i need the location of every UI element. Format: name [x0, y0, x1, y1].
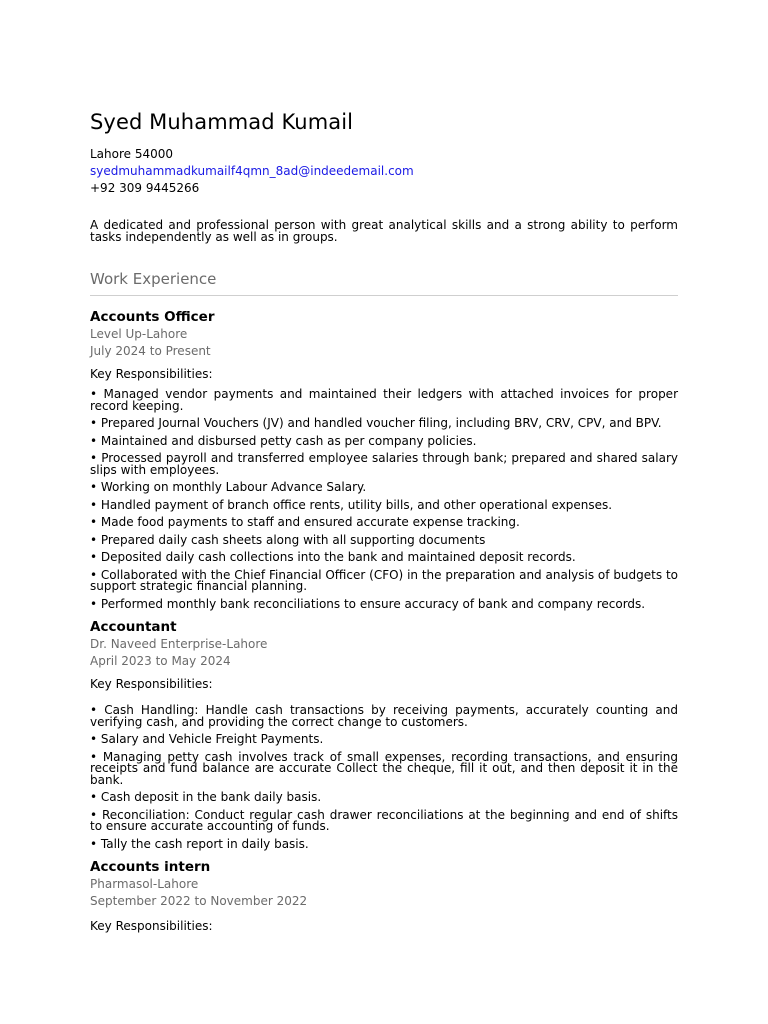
- job-dates: April 2023 to May 2024: [90, 654, 231, 668]
- job-company: Level Up-Lahore: [90, 327, 188, 341]
- responsibility-item: • Salary and Vehicle Freight Payments.: [90, 732, 324, 746]
- job-title: Accounts intern: [90, 859, 211, 875]
- location: Lahore 54000: [90, 147, 174, 161]
- responsibility-item: • Processed payroll and transferred employee salaries through bank; prepared and shared salary slips with employees.: [90, 451, 678, 477]
- section-title-work-experience: Work Experience: [90, 270, 217, 288]
- responsibilities-list: [90, 389, 678, 610]
- responsibility-item: • Cash deposit in the bank daily basis.: [90, 790, 322, 804]
- section-divider: [90, 295, 678, 296]
- candidate-name: Syed Muhammad Kumail: [90, 110, 354, 134]
- responsibility-item: • Deposited daily cash collections into the bank and maintained deposit records.: [90, 550, 576, 564]
- summary-text: A dedicated and professional person with great analytical skills and a strong ability to perform tasks independently as well as in groups.: [90, 218, 678, 244]
- responsibility-item: • Prepared daily cash sheets along with all supporting documents: [90, 532, 486, 547]
- responsibility-item: • Managing petty cash involves track of small expenses, recording transactions, and ensuring receipts and fund balance are accurate Collect the cheque, fill it out, and then deposit it in the bank.: [90, 749, 678, 787]
- responsibility-item: • Working on monthly Labour Advance Salary.: [90, 480, 367, 494]
- job-dates: September 2022 to November 2022: [90, 894, 308, 908]
- job-entry: [90, 858, 678, 935]
- job-entry: [90, 618, 678, 850]
- responsibility-item: • Tally the cash report in daily basis.: [90, 836, 309, 851]
- responsibilities-heading: Key Responsibilities:: [90, 677, 213, 691]
- responsibilities-heading: Key Responsibilities:: [90, 367, 213, 381]
- job-title: Accountant: [90, 619, 177, 635]
- responsibility-item: • Cash Handling: Handle cash transactions by receiving payments, accurately counting and verifying cash, and providing the correct change to customers.: [90, 703, 678, 729]
- responsibilities-heading: Key Responsibilities:: [90, 919, 213, 933]
- responsibility-item: • Managed vendor payments and maintained their ledgers with attached invoices for proper record keeping.: [90, 387, 678, 413]
- job-company: Pharmasol-Lahore: [90, 877, 199, 891]
- job-title: Accounts Officer: [90, 309, 215, 325]
- job-dates: July 2024 to Present: [90, 344, 211, 358]
- job-company: Dr. Naveed Enterprise-Lahore: [90, 637, 268, 651]
- responsibility-item: • Made food payments to staff and ensured accurate expense tracking.: [90, 515, 520, 529]
- responsibility-item: • Collaborated with the Chief Financial Officer (CFO) in the preparation and analysis of budgets to support strategic financial planning.: [90, 567, 678, 593]
- responsibility-item: • Performed monthly bank reconciliations to ensure accuracy of bank and company records.: [90, 596, 646, 611]
- phone-number: +92 309 9445266: [90, 181, 200, 195]
- responsibility-item: • Prepared Journal Vouchers (JV) and handled voucher filing, including BRV, CRV, CPV, and BPV.: [90, 416, 662, 430]
- responsibilities-list: [90, 705, 678, 850]
- job-entry: [90, 308, 678, 610]
- responsibility-item: • Reconciliation: Conduct regular cash drawer reconciliations at the beginning and end of shifts to ensure accurate accounting of funds.: [90, 807, 678, 833]
- responsibility-item: • Maintained and disbursed petty cash as per company policies.: [90, 433, 477, 448]
- email-link[interactable]: syedmuhammadkumailf4qmn_8ad@indeedemail.com: [90, 164, 414, 178]
- responsibility-item: • Handled payment of branch office rents, utility bills, and other operational expenses.: [90, 497, 613, 512]
- resume-header: [90, 108, 678, 197]
